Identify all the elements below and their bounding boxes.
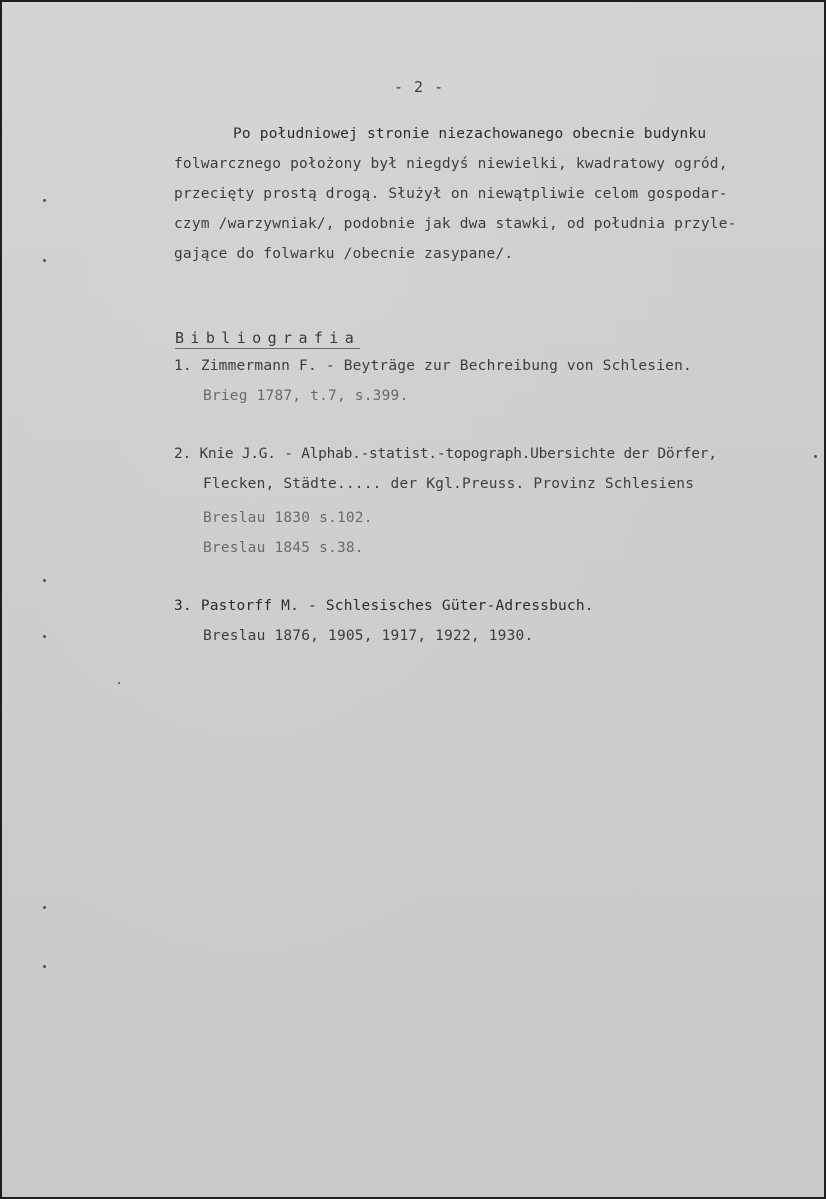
margin-speck <box>43 635 46 638</box>
entry-number: 1. <box>174 358 192 374</box>
margin-speck <box>43 965 46 968</box>
bibliography-entry-3 <box>174 598 594 614</box>
bibliography-heading: Bibliografia <box>175 329 361 347</box>
paragraph-line: gające do folwarku /obecnie zasypane/. <box>174 246 514 262</box>
entry-number: 2. <box>174 446 191 462</box>
bibliography-entry-1 <box>174 358 692 374</box>
page-number: - 2 - <box>394 78 445 96</box>
margin-speck <box>814 455 817 458</box>
entry-citation-continued: Flecken, Städte..... der Kgl.Preuss. Provinz Schlesiens <box>203 476 695 492</box>
entry-imprint: Breslau 1830 s.102. <box>203 510 373 526</box>
paragraph-line: przecięty prostą drogą. Służył on niewątpliwie celom gospodar- <box>174 186 728 202</box>
paragraph-line: czym /warzywniak/, podobnie jak dwa stawki, od południa przyle- <box>174 216 737 232</box>
entry-imprint: Breslau 1876, 1905, 1917, 1922, 1930. <box>203 628 534 644</box>
margin-speck <box>43 579 46 582</box>
entry-imprint: Breslau 1845 s.38. <box>203 540 364 556</box>
margin-speck <box>43 259 46 262</box>
entry-citation: Knie J.G. - Alphab.-statist.-topograph.Ubersichte der Dörfer, <box>199 446 717 462</box>
bibliography-entry-2 <box>174 446 717 462</box>
margin-speck <box>118 682 120 684</box>
entry-imprint: Brieg 1787, t.7, s.399. <box>203 388 409 404</box>
margin-speck <box>43 906 46 909</box>
paragraph-line: folwarcznego położony był niegdyś niewielki, kwadratowy ogród, <box>174 156 728 172</box>
entry-citation: Pastorff M. - Schlesisches Güter-Adressbuch. <box>200 598 594 614</box>
margin-speck <box>43 199 46 202</box>
entry-number: 3. <box>174 598 192 614</box>
entry-citation: Zimmermann F. - Beyträge zur Bechreibung von Schlesien. <box>200 358 692 374</box>
paragraph-line: Po południowej stronie niezachowanego obecnie budynku <box>233 126 707 142</box>
